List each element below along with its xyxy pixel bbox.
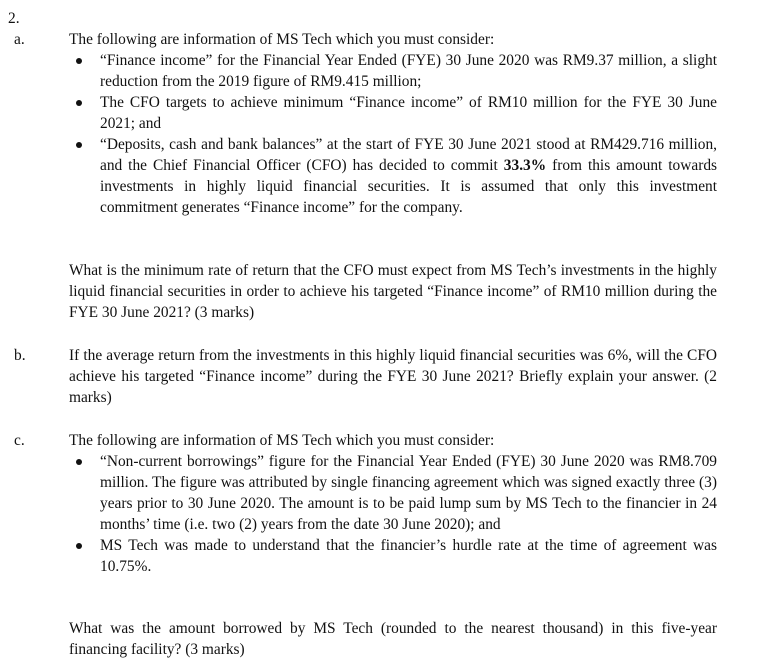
- part-c-bullet-2: [69, 535, 717, 577]
- part-a-bullet-1-text: “Finance income” for the Financial Year Ended (FYE) 30 June 2020 was RM9.37 million, a slight reduction from the 2019 figure of RM9.415 million;: [100, 52, 717, 90]
- part-c-bullet-list: [69, 451, 717, 577]
- part-a-bullet-3-bold-percent: 33.3%: [503, 157, 547, 174]
- part-a-body: [69, 29, 717, 218]
- part-c-intro: The following are information of MS Tech which you must consider:: [69, 432, 495, 449]
- part-a-bullet-3-text-before: “Deposits, cash and bank balances” at the start of FYE 30 June 2021 stood at RM429.716 million, and the Chief Financial Officer (CFO) has decided to commit: [100, 136, 717, 174]
- bullet-dot-icon: [76, 543, 82, 549]
- part-c-body: [69, 430, 717, 577]
- part-c-bullet-2-text: MS Tech was made to understand that the financier’s hurdle rate at the time of agreement was 10.75%.: [100, 537, 717, 575]
- part-a-bullet-3-text-after: from this amount towards investments in highly liquid financial securities. It is assumed that only this investment commitment generates “Finance income” for the company.: [100, 157, 718, 216]
- part-c-bullet-1: [69, 451, 717, 535]
- bullet-dot-icon: [76, 58, 82, 64]
- bullet-dot-icon: [76, 459, 82, 465]
- part-b-question: If the average return from the investments in this highly liquid financial securities was 6%, will the CFO achieve his targeted “Finance income” during the FYE 30 June 2021? Briefly explain your answer. (2 marks): [69, 347, 717, 406]
- part-a-bullet-3: [69, 134, 717, 218]
- part-a-bullet-2-text: The CFO targets to achieve minimum “Finance income” of RM10 million for the FYE 30 June 2021; and: [100, 94, 717, 132]
- part-a-question: What is the minimum rate of return that the CFO must expect from MS Tech’s investments in the highly liquid financial securities in order to achieve his targeted “Finance income” of RM10 million during the FYE 30 June 2021? (3 marks): [69, 262, 717, 321]
- bullet-dot-icon: [76, 100, 82, 106]
- part-a-bullet-1: [69, 50, 717, 92]
- part-a-label: a.: [14, 31, 25, 48]
- part-c-bullet-1-text: “Non-current borrowings” figure for the Financial Year Ended (FYE) 30 June 2020 was RM8.709 million. The figure was attributed by single financing agreement which was signed exactly three (3) years prior to 30 June 2020. The amount is to be paid lump sum by MS Tech to the financier in 24 months’ time (i.e. two (2) years from the date 30 June 2020); and: [100, 453, 717, 533]
- part-a-bullet-list: [69, 50, 717, 218]
- part-a-bullet-2: [69, 92, 717, 134]
- bullet-dot-icon: [76, 142, 82, 148]
- part-a-intro: The following are information of MS Tech which you must consider:: [69, 31, 495, 48]
- question-number: 2.: [8, 10, 20, 27]
- part-b-label: b.: [14, 347, 26, 364]
- part-c-question: What was the amount borrowed by MS Tech (rounded to the nearest thousand) in this five-year financing facility? (3 marks): [69, 620, 717, 658]
- part-c-label: c.: [14, 432, 25, 449]
